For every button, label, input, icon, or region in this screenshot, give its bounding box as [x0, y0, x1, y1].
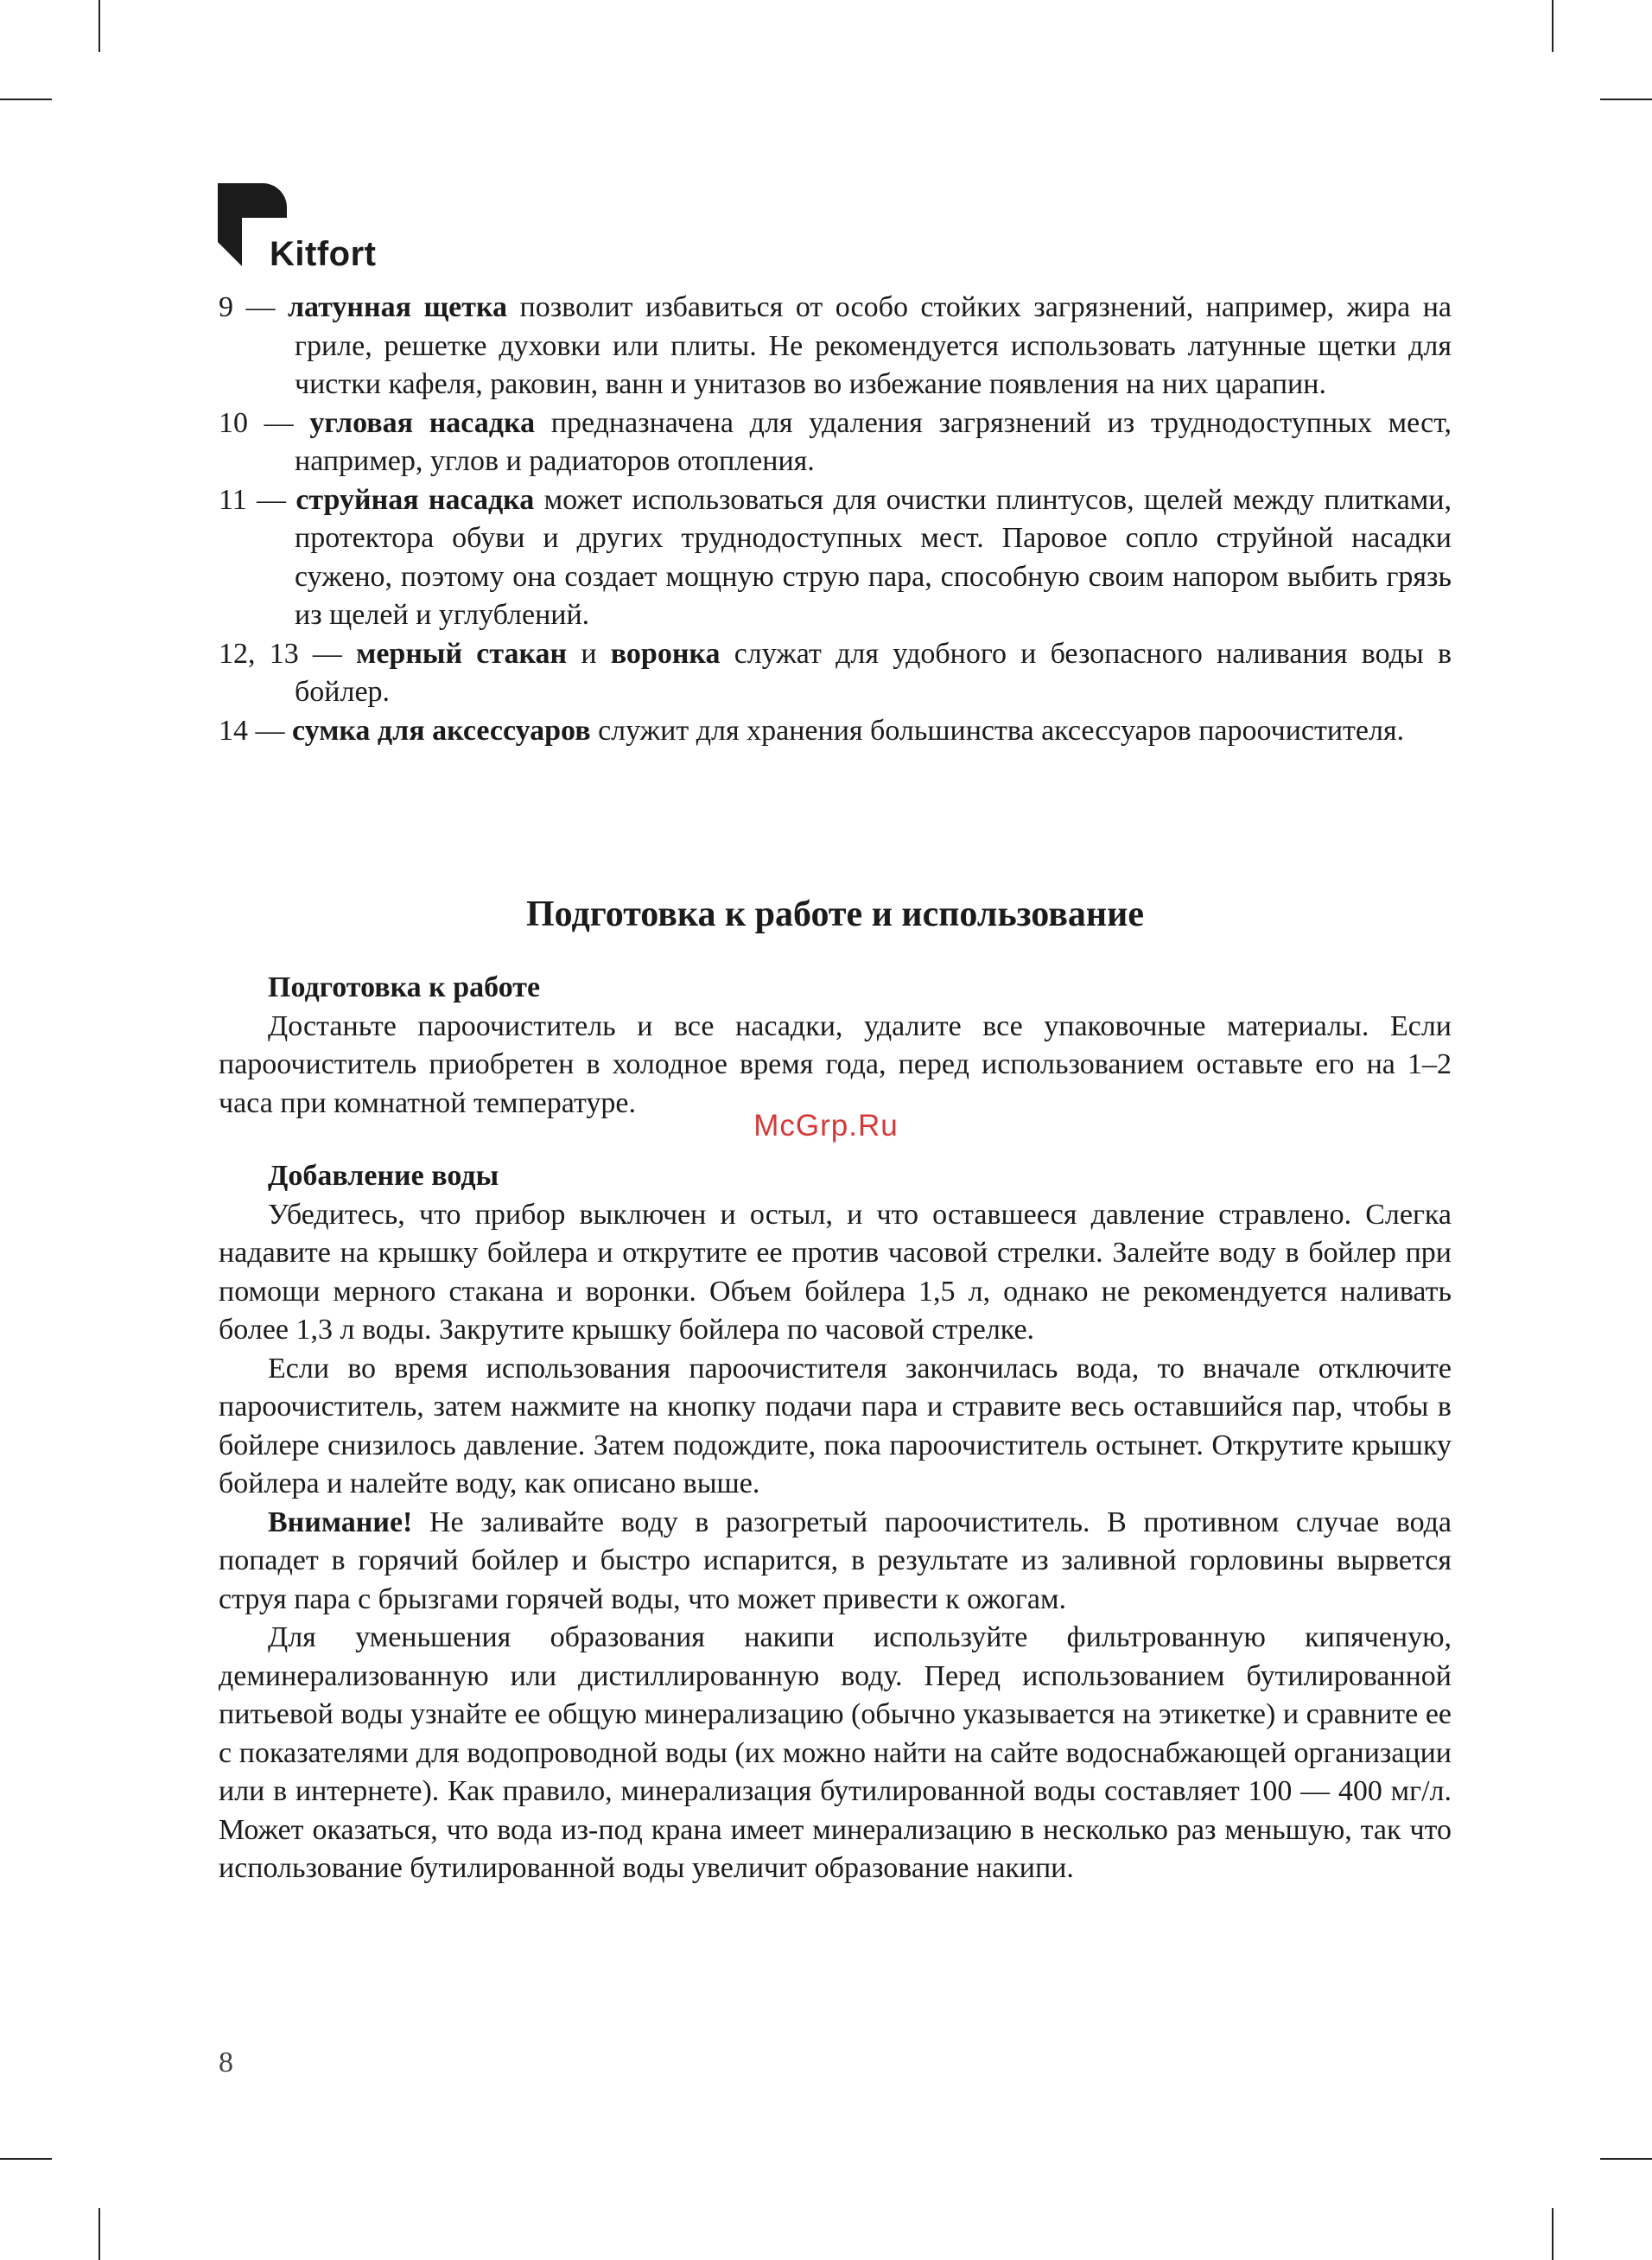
item-description: позволит избавиться от особо стойких загрязнений, например, жира на гриле, решетке духовки или плиты. Не рекомендуется использовать латунные щетки для чистки кафеля, раковин, ванн и унитазов во избежание появления на них царапин.	[295, 291, 1452, 400]
prep-heading: Подготовка к работе	[268, 971, 541, 1003]
crop-mark-bottom-right	[1552, 2208, 1554, 2260]
item-connector: и	[567, 637, 611, 670]
list-item	[219, 635, 1452, 712]
item-description: служит для хранения большинства аксессуаров пароочистителя.	[590, 714, 1405, 747]
item-number: 14 —	[219, 714, 292, 747]
crop-mark-top-left	[98, 0, 100, 52]
watermark: McGrp.Ru	[753, 1109, 899, 1143]
water-paragraph-1: Убедитесь, что прибор выключен и остыл, и что оставшееся давление стравлено. Слегка надавите на крышку бойлера и открутите ее против часовой стрелки. Залейте воду в бойлер при помощи мерного стакана и воронки. Объем бойлера 1,5 л, однако не рекомендуется наливать более 1,3 л воды. Закрутите крышку бойлера по часовой стрелке.	[219, 1198, 1452, 1346]
item-number: 12, 13 —	[219, 637, 357, 670]
brand-logo	[218, 183, 399, 273]
item-term: струйная насадка	[295, 483, 535, 516]
crop-mark-bottom-left-h	[0, 2158, 52, 2160]
warning-text: Не заливайте воду в разогретый пароочиститель. В противном случае вода попадет в горячий бойлер и быстро испарится, в результате из заливной горловины вырвется струя пара с брызгами горячей воды, что может привести к ожогам.	[219, 1506, 1452, 1615]
crop-mark-bottom-left	[98, 2208, 100, 2260]
brand-name: Kitfort	[270, 235, 377, 273]
list-item	[219, 712, 1452, 751]
item-description: может использоваться для очистки плинтусов, щелей между плитками, протектора обуви и других труднодоступных мест. Паровое сопло струйной насадки сужено, поэтому она создает мощную струю пара, способную своим напором выбить грязь из щелей и углублений.	[295, 483, 1452, 631]
item-term: сумка для аксессуаров	[292, 714, 591, 747]
item-number: 10 —	[219, 406, 310, 439]
water-paragraph-4: Для уменьшения образования накипи используйте фильтрованную кипяченую, деминерализованную или дистиллированную воду. Перед использованием бутилированной питьевой воды узнайте ее общую минерализацию (обычно указывается на этикетке) и сравните ее с показателями для водопроводной воды (их можно найти на сайте водоснабжающей организации или в интернете). Как правило, минерализация бутилированной воды составляет 100 — 400 мг/л. Может оказаться, что вода из-под крана имеет минерализацию в несколько раз меньшую, так что использование бутилированной воды увеличит образование накипи.	[219, 1621, 1452, 1884]
item-term: угловая насадка	[309, 406, 536, 439]
crop-mark-top-right	[1552, 0, 1554, 52]
warning-paragraph	[219, 1504, 1452, 1620]
item-number: 11 —	[219, 483, 296, 516]
page-number: 8	[219, 2047, 233, 2079]
item-term-2: воронка	[610, 637, 721, 670]
item-description: предназначена для удаления загрязнений из труднодоступных мест, например, углов и радиаторов отопления.	[295, 406, 1452, 477]
water-section	[219, 1157, 1452, 1888]
prep-section	[219, 969, 1452, 1123]
item-number: 9 —	[219, 291, 288, 323]
item-description: служат для удобного и безопасного наливания воды в бойлер.	[295, 637, 1452, 708]
list-item	[219, 481, 1452, 635]
water-heading: Добавление воды	[268, 1160, 499, 1192]
prep-paragraph: Достаньте пароочиститель и все насадки, удалите все упаковочные материалы. Если пароочиститель приобретен в холодное время года, перед использованием оставьте его на 1–2 часа при комнатной температуре.	[219, 1009, 1452, 1119]
item-term: латунная щетка	[287, 291, 508, 323]
list-item	[219, 289, 1452, 404]
accessory-list	[219, 289, 1452, 750]
crop-mark-top-left-h	[0, 99, 52, 100]
list-item	[219, 404, 1452, 481]
water-paragraph-2: Если во время использования пароочистителя закончилась вода, то вначале отключите пароочиститель, затем нажмите на кнопку подачи пара и стравите весь оставшийся пар, чтобы в бойлере снизилось давление. Затем подождите, пока пароочиститель остынет. Открутите крышку бойлера и налейте воду, как описано выше.	[219, 1352, 1452, 1499]
crop-mark-top-right-h	[1600, 99, 1652, 100]
item-term: мерный стакан	[356, 637, 568, 670]
warning-label: Внимание!	[268, 1506, 413, 1538]
crop-mark-bottom-right-h	[1600, 2158, 1652, 2160]
section-title: Подготовка к работе и использование	[526, 894, 1144, 934]
